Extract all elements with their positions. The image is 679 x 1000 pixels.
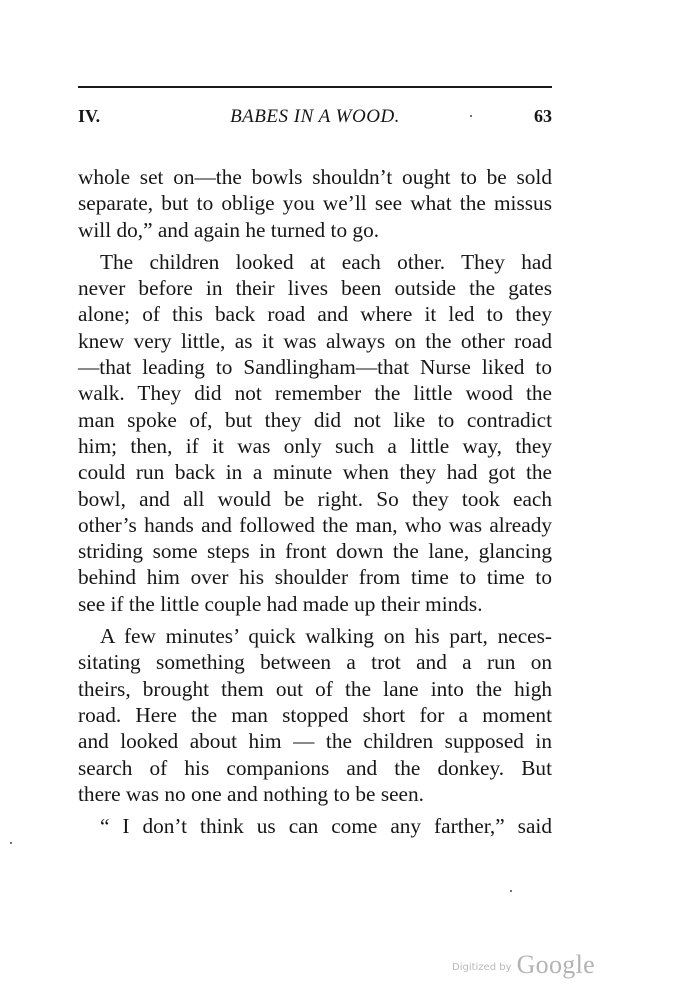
text-line: other’s hands and followed the man, who was already (78, 512, 552, 537)
text-line: The children looked at each other. They had (100, 249, 552, 274)
paragraph (78, 813, 552, 839)
running-title: BABES IN A WOOD. (230, 106, 400, 127)
paragraph (78, 249, 552, 617)
text-line: search of his companions and the donkey. But (78, 755, 552, 780)
scan-speck (470, 115, 472, 117)
text-line: theirs, brought them out of the lane into the high (78, 676, 552, 701)
text-line: A few minutes’ quick walking on his part, neces- (100, 624, 552, 649)
text-line: man spoke of, but they did not like to contradict (78, 407, 552, 432)
text-line: whole set on—the bowls shouldn’t ought to be sold (78, 165, 552, 189)
digitized-by-label: Digitized by (452, 962, 512, 973)
text-line: bowl, and all would be right. So they took each (78, 486, 552, 511)
text-line: never before in their lives been outside the gates (78, 276, 552, 301)
text-line: could run back in a minute when they had got the (78, 460, 552, 485)
chapter-number: IV. (78, 106, 101, 126)
text-line: striding some steps in front down the lane, glancing (78, 539, 552, 564)
text-line: sitating something between a trot and a run on (78, 650, 552, 675)
header-rule (78, 86, 552, 88)
digitized-by-google-watermark (452, 950, 595, 980)
text-line: knew very little, as it was always on the other road (78, 328, 552, 353)
text-line: alone; of this back road and where it led to they (78, 302, 552, 327)
text-line: —that leading to Sandlingham—that Nurse liked to (78, 355, 552, 380)
text-line: road. Here the man stopped short for a moment (78, 702, 552, 727)
text-line: walk. They did not remember the little wood the (78, 381, 552, 406)
text-line: there was no one and nothing to be seen. (78, 781, 424, 806)
text-line: him; then, if it was only such a little way, they (78, 433, 552, 458)
scan-speck (10, 842, 12, 844)
paragraph (78, 164, 552, 243)
page-number: 63 (534, 106, 552, 126)
scan-speck (510, 890, 512, 892)
text-line: and looked about him — the children supposed in (78, 729, 552, 754)
text-line: “ I don’t think us can come any farther,” said (100, 814, 552, 839)
text-line: separate, but to oblige you we’ll see what the missus (78, 191, 552, 216)
paragraph (78, 623, 552, 807)
text-line: will do,” and again he turned to go. (78, 217, 380, 242)
body-text (78, 164, 552, 839)
text-line: see if the little couple had made up their minds. (78, 591, 483, 616)
text-line: behind him over his shoulder from time to time to (78, 565, 552, 590)
google-logo: Google (516, 950, 595, 979)
running-header (78, 106, 552, 130)
